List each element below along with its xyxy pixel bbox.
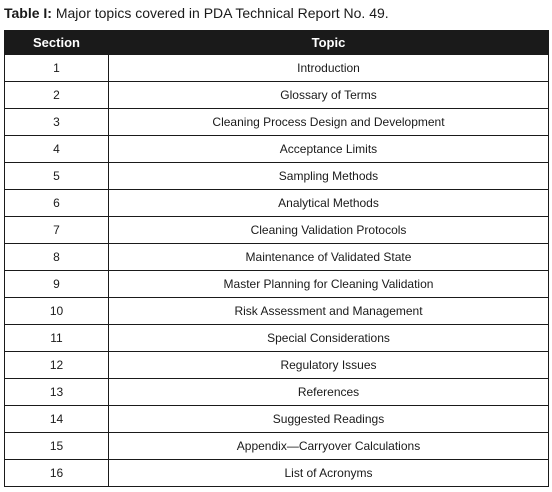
topic-cell: Suggested Readings <box>109 406 549 433</box>
topic-cell: Acceptance Limits <box>109 136 549 163</box>
table-row <box>5 109 549 136</box>
table-caption <box>4 4 389 22</box>
section-cell: 12 <box>5 352 109 379</box>
table-row <box>5 271 549 298</box>
section-cell: 13 <box>5 379 109 406</box>
column-header-topic: Topic <box>109 31 549 55</box>
section-cell: 6 <box>5 190 109 217</box>
topic-cell: Sampling Methods <box>109 163 549 190</box>
topic-cell: List of Acronyms <box>109 460 549 487</box>
table-row <box>5 433 549 460</box>
column-header-section: Section <box>5 31 109 55</box>
topic-cell: Master Planning for Cleaning Validation <box>109 271 549 298</box>
topics-table <box>4 30 549 487</box>
topic-cell: Special Considerations <box>109 325 549 352</box>
section-cell: 11 <box>5 325 109 352</box>
topic-cell: Risk Assessment and Management <box>109 298 549 325</box>
topic-cell: Appendix—Carryover Calculations <box>109 433 549 460</box>
topic-cell: References <box>109 379 549 406</box>
section-cell: 9 <box>5 271 109 298</box>
topic-cell: Cleaning Validation Protocols <box>109 217 549 244</box>
section-cell: 5 <box>5 163 109 190</box>
section-cell: 2 <box>5 82 109 109</box>
section-cell: 7 <box>5 217 109 244</box>
topic-cell: Maintenance of Validated State <box>109 244 549 271</box>
section-cell: 14 <box>5 406 109 433</box>
table-row <box>5 190 549 217</box>
topic-cell: Glossary of Terms <box>109 82 549 109</box>
topic-cell: Cleaning Process Design and Development <box>109 109 549 136</box>
table-caption-label: Table I: <box>4 5 52 21</box>
topic-cell: Regulatory Issues <box>109 352 549 379</box>
table-caption-text: Major topics covered in PDA Technical Report No. 49. <box>51 5 389 21</box>
section-cell: 1 <box>5 55 109 82</box>
table-row <box>5 217 549 244</box>
table-row <box>5 406 549 433</box>
section-cell: 3 <box>5 109 109 136</box>
table-row <box>5 244 549 271</box>
topic-cell: Introduction <box>109 55 549 82</box>
table-row <box>5 460 549 487</box>
table-row <box>5 163 549 190</box>
table-row <box>5 352 549 379</box>
section-cell: 16 <box>5 460 109 487</box>
header-row <box>5 31 549 55</box>
table-row <box>5 55 549 82</box>
table-row <box>5 298 549 325</box>
section-cell: 15 <box>5 433 109 460</box>
table-row <box>5 136 549 163</box>
table-row <box>5 379 549 406</box>
section-cell: 8 <box>5 244 109 271</box>
topic-cell: Analytical Methods <box>109 190 549 217</box>
table-row <box>5 325 549 352</box>
table-row <box>5 82 549 109</box>
table-body <box>5 55 549 487</box>
section-cell: 10 <box>5 298 109 325</box>
section-cell: 4 <box>5 136 109 163</box>
table-header <box>5 31 549 55</box>
